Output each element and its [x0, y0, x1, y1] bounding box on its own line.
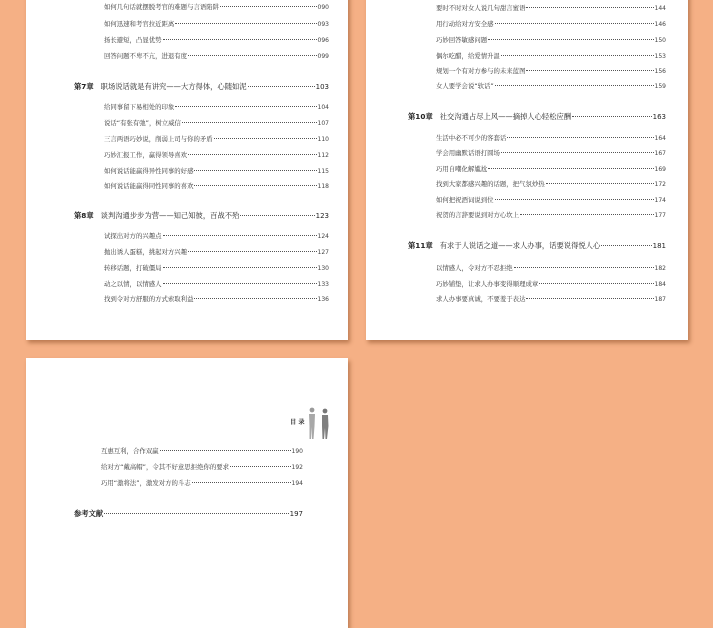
- dot-leader: [539, 283, 653, 284]
- toc-entry-page: 153: [654, 53, 666, 60]
- chapter-number: 第8章: [74, 211, 94, 220]
- toc-entry-page: 194: [291, 480, 303, 487]
- dot-leader: [163, 283, 317, 284]
- chapter-number: 第7章: [74, 82, 94, 91]
- dot-leader: [572, 116, 652, 117]
- toc-entry: [104, 264, 329, 273]
- toc-entry-page: 184: [654, 281, 666, 288]
- chapter-heading: [408, 112, 666, 122]
- toc-entry-title: 说话“有张有弛”，树立威信: [104, 119, 181, 127]
- toc-entry-title: 生活中必不可少的客套话: [436, 134, 507, 142]
- toc-entry: [436, 134, 666, 143]
- toc-entry: [104, 232, 329, 241]
- toc-entry-title: 找到令对方舒服的方式索取利益: [104, 295, 194, 303]
- toc-entry-page: 112: [317, 152, 329, 159]
- dot-leader: [192, 482, 291, 483]
- toc-entry: [436, 165, 666, 174]
- toc-entry-page: 133: [317, 281, 329, 288]
- toc-entry-title: 给同事留下易相处的印象: [104, 103, 175, 111]
- chapter-heading: [74, 211, 329, 221]
- toc-entry: [436, 196, 666, 205]
- dot-leader: [214, 138, 317, 139]
- toc-entry: [436, 4, 666, 13]
- chapter-page: 181: [652, 242, 666, 250]
- toc-entry-page: 096: [317, 37, 329, 44]
- toc-entry-title: 求人办事要真诚，不要羞于表达: [436, 295, 526, 303]
- toc-entry-page: 115: [317, 168, 329, 175]
- dot-leader: [501, 55, 654, 56]
- toc-entry: [104, 3, 329, 12]
- dot-leader: [194, 185, 316, 186]
- toc-entry: [104, 52, 329, 61]
- toc-entry: [436, 67, 666, 76]
- toc-entry: [104, 295, 329, 304]
- toc-entry-page: 146: [654, 21, 666, 28]
- toc-entry: [104, 135, 329, 144]
- chapter-heading: [74, 82, 329, 92]
- toc-entry-title: 抛出诱人蛋糕，挑起对方兴趣: [104, 248, 188, 256]
- dot-leader: [520, 214, 653, 215]
- toc-entry-title: 学会用幽默话语打圆场: [436, 149, 500, 157]
- toc-entry-page: 118: [317, 183, 329, 190]
- toc-entry-page: 136: [317, 296, 329, 303]
- toc-entry-title: 三言两语巧妙说，削弱上司与你的矛盾: [104, 135, 213, 143]
- toc-entry-title: 如何迅速和考官拉近距离: [104, 20, 175, 28]
- dot-leader: [546, 183, 654, 184]
- toc-entry-page: 104: [317, 104, 329, 111]
- dot-leader: [104, 513, 288, 514]
- chapter-title: 有求于人说话之道——求人办事，话要说得悦人心: [439, 241, 601, 250]
- chapter-heading: [408, 241, 666, 251]
- toc-entry: [436, 52, 666, 61]
- toc-entry: [436, 149, 666, 158]
- dot-leader: [182, 122, 317, 123]
- toc-entry-title: 女人要学会说“软话”: [436, 82, 494, 90]
- toc-entry-page: 167: [654, 150, 666, 157]
- toc-entry-page: 099: [317, 53, 329, 60]
- dot-leader: [175, 106, 316, 107]
- toc-page-bottom: [26, 358, 348, 628]
- toc-entry: [104, 36, 329, 45]
- toc-entry-page: 192: [291, 464, 303, 471]
- toc-entry: [104, 167, 329, 176]
- dot-leader: [220, 6, 317, 7]
- toc-entry-title: 用行动给对方安全感: [436, 20, 494, 28]
- toc-entry-page: 107: [317, 120, 329, 127]
- dot-leader: [175, 23, 316, 24]
- toc-entry-page: 110: [317, 136, 329, 143]
- toc-entry: [436, 295, 666, 304]
- toc-entry-page: 127: [317, 249, 329, 256]
- toc-entry-page: 182: [654, 265, 666, 272]
- toc-entry-title: 给对方“戴高帽”，令其不好意思拒绝你的要求: [101, 463, 230, 471]
- toc-entry: [104, 119, 329, 128]
- toc-entry-page: 164: [654, 135, 666, 142]
- dot-leader: [163, 235, 317, 236]
- toc-entry-title: 巧妙铺垫，让求人办事变得顺理成章: [436, 280, 539, 288]
- toc-entry-page: 174: [654, 197, 666, 204]
- chapter-number: 第10章: [408, 112, 433, 121]
- toc-entry-page: 190: [291, 448, 303, 455]
- toc-entry: [436, 180, 666, 189]
- dot-leader: [194, 298, 316, 299]
- toc-entry-title: 巧用自嘲化解尴尬: [436, 165, 488, 173]
- toc-entry-title: 如何把祝酒词说到位: [436, 196, 494, 204]
- chapter-number: 第11章: [408, 241, 433, 250]
- toc-entry-page: 124: [317, 233, 329, 240]
- dot-leader: [601, 245, 651, 246]
- toc-entry-title: 祝贺的言辞要说到对方心坎上: [436, 211, 520, 219]
- toc-entry: [104, 103, 329, 112]
- dot-leader: [501, 152, 654, 153]
- dot-leader: [163, 39, 317, 40]
- toc-entry-page: 144: [654, 5, 666, 12]
- toc-entry: [104, 20, 329, 29]
- dot-leader: [160, 450, 291, 451]
- toc-entry: [101, 479, 303, 488]
- toc-entry-page: 159: [654, 83, 666, 90]
- dot-leader: [248, 86, 315, 87]
- toc-entry-title: 试探出对方的兴趣点: [104, 232, 162, 240]
- toc-entry-title: 动之以情，以情感人: [104, 280, 162, 288]
- dot-leader: [495, 23, 654, 24]
- references-page: 197: [289, 510, 303, 518]
- dot-leader: [188, 251, 316, 252]
- toc-page-right: [366, 0, 688, 340]
- dot-leader: [514, 267, 654, 268]
- toc-entry-title: 回答问题不卑不亢，进退有度: [104, 52, 188, 60]
- toc-entry-page: 090: [317, 4, 329, 11]
- toc-entry-title: 要时不时对女人说几句甜言蜜语: [436, 4, 526, 12]
- references-title: 参考文献: [74, 509, 104, 518]
- toc-entry-page: 169: [654, 166, 666, 173]
- toc-entry-page: 093: [317, 21, 329, 28]
- toc-entry-page: 156: [654, 68, 666, 75]
- toc-entry-title: 扬长避短，凸显优势: [104, 36, 162, 44]
- toc-entry-title: 如何说话能赢得异性同事的好感: [104, 167, 194, 175]
- toc-entry-page: 172: [654, 181, 666, 188]
- toc-entry-title: 偶尔吃醋，给爱情升温: [436, 52, 500, 60]
- toc-entry-title: 巧妙汇报工作，赢得领导喜欢: [104, 151, 188, 159]
- toc-entry: [436, 82, 666, 91]
- toc-entry-title: 如何说话能赢得同性同事的喜欢: [104, 182, 194, 190]
- dot-leader: [188, 55, 316, 56]
- toc-entry: [104, 182, 329, 191]
- dot-leader: [526, 7, 653, 8]
- toc-entry-page: 187: [654, 296, 666, 303]
- dot-leader: [488, 168, 653, 169]
- toc-entry: [436, 20, 666, 29]
- toc-entry: [104, 248, 329, 257]
- dot-leader: [188, 154, 316, 155]
- two-people-figures-icon: [303, 406, 333, 440]
- toc-entry-title: 找到大家都感兴趣的话题，把气氛炒热: [436, 180, 545, 188]
- chapter-page: 103: [315, 83, 329, 91]
- dot-leader: [526, 298, 653, 299]
- dot-leader: [495, 85, 654, 86]
- toc-entry-title: 巧用“激将法”，激发对方的斗志: [101, 479, 191, 487]
- toc-entry: [101, 447, 303, 456]
- toc-entry: [104, 280, 329, 289]
- dot-leader: [230, 466, 291, 467]
- toc-entry-title: 互惠互利，合作双赢: [101, 447, 159, 455]
- toc-entry-title: 如何几句话就摆脱考官的难题与言语陷阱: [104, 3, 220, 11]
- toc-entry-title: 转移话题，打破僵局: [104, 264, 162, 272]
- dot-leader: [526, 70, 653, 71]
- toc-entry: [101, 463, 303, 472]
- toc-page-left: [26, 0, 348, 340]
- chapter-title: 谈判沟通步步为营——知己知彼，百战不殆: [100, 211, 240, 220]
- toc-entry-title: 以情感人，令对方不忍拒绝: [436, 264, 513, 272]
- chapter-title: 社交沟通占尽上风——摘掉人心轻松应酬: [439, 112, 572, 121]
- chapter-title: 职场说话就是有讲究——大方得体，心随如泥: [100, 82, 247, 91]
- toc-entry-page: 130: [317, 265, 329, 272]
- dot-leader: [194, 170, 316, 171]
- chapter-page: 123: [315, 212, 329, 220]
- toc-entry: [436, 264, 666, 273]
- toc-entry-page: 177: [654, 212, 666, 219]
- toc-entry: [104, 151, 329, 160]
- toc-header-label: 目 录: [290, 419, 305, 426]
- toc-entry-title: 规划一个有对方参与的未来蓝图: [436, 67, 526, 75]
- toc-entry: [436, 211, 666, 220]
- dot-leader: [163, 267, 317, 268]
- references-entry: [74, 509, 303, 519]
- toc-entry: [436, 36, 666, 45]
- toc-entry: [436, 280, 666, 289]
- chapter-page: 163: [652, 113, 666, 121]
- dot-leader: [495, 199, 654, 200]
- dot-leader: [488, 39, 653, 40]
- toc-entry-page: 150: [654, 37, 666, 44]
- toc-entry-title: 巧妙回答敏感问题: [436, 36, 488, 44]
- dot-leader: [507, 137, 653, 138]
- dot-leader: [240, 215, 314, 216]
